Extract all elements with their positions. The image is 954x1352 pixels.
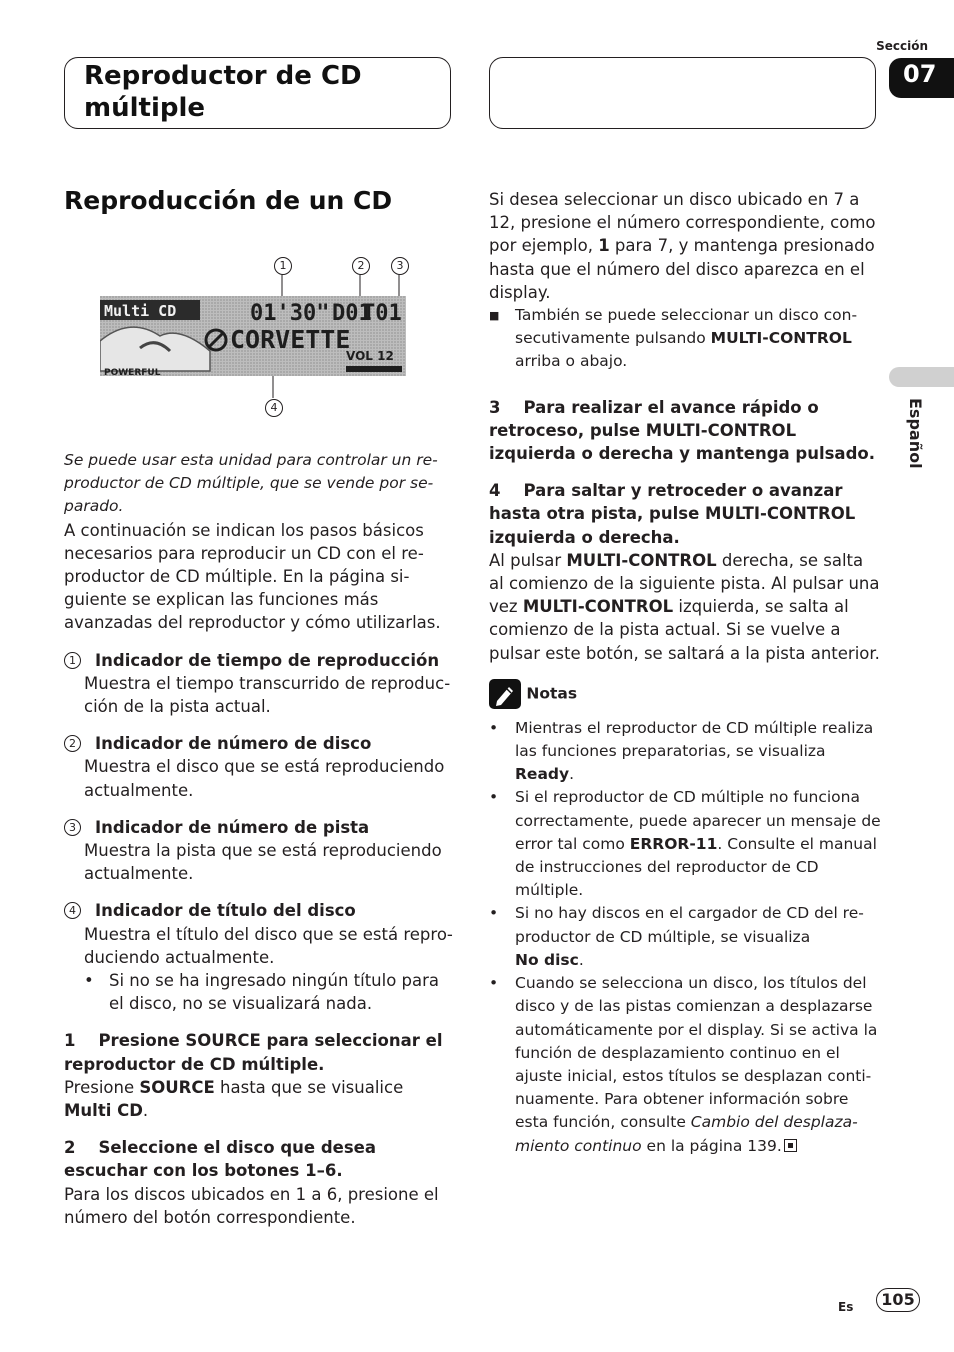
step-3-heading: 3 Para realizar el avance rápido o retroceso, pulse MULTI-CONTROL izquierda o derecha y mantenga pulsado. — [489, 397, 875, 464]
left-column — [64, 449, 456, 1229]
right-column — [489, 188, 881, 1158]
disc-7-12-text: Si desea seleccionar un disco ubicado en 7 a 12, presione el número correspondiente, como por ejemplo, 1 para 7, y mantenga presionado hasta que el número del disco aparezca en el display. — [489, 190, 876, 302]
note-2: • Si el reproductor de CD múltiple no funciona correctamente, puede aparecer un mensaje de error tal como ERROR-11. Consulte el manual de instrucciones del reproductor de CD múltiple. — [489, 788, 881, 900]
lcd-time-text: 01'30" — [250, 301, 330, 326]
note-3: • Si no hay discos en el cargador de CD del reproductor de CD múltiple, se visualiza No disc. — [489, 904, 864, 969]
item-4-number: 4 — [64, 902, 81, 919]
lcd-disc-text: D01 — [332, 301, 372, 326]
step-1-heading: 1 Presione SOURCE para seleccionar el reproductor de CD múltiple. — [64, 1031, 443, 1074]
step-2-body: Para los discos ubicados en 1 a 6, presione el número del botón correspondiente. — [64, 1184, 439, 1227]
item-1-body: Muestra el tiempo transcurrido de reproducción de la pista actual. — [84, 673, 451, 717]
lcd-brand-text: POWERFUL — [104, 368, 161, 376]
item-4-body: Muestra el título del disco que se está reproduciendo actualmente. — [84, 924, 453, 967]
step-2-heading: 2 Seleccione el disco que desea escuchar con los botones 1–6. — [64, 1138, 377, 1181]
lcd-title-text: CORVETTE — [230, 325, 351, 354]
callout-3: 3 — [391, 257, 409, 275]
page-number: 105 — [876, 1288, 920, 1312]
item-3-body: Muestra la pista que se está reproduciendo actualmente. — [84, 841, 442, 884]
item-1-number: 1 — [64, 652, 81, 669]
header-title: Reproductor de CD múltiple — [84, 61, 362, 123]
item-2-heading: 2 Indicador de número de disco — [64, 732, 456, 755]
item-4-bullet: • Si no se ha ingresado ningún título para el disco, no se visualizará nada. — [84, 971, 440, 1014]
item-4-heading: 4 Indicador de título del disco — [64, 899, 456, 922]
footer-language-code: Es — [838, 1300, 854, 1314]
note-4: • Cuando se selecciona un disco, los títulos del disco y de las pistas comienzan a desplazarse automáticamente por el display. Si se activa la función de desplazamiento continuo en el ajuste inicial, estos títulos se desplazan continuamente. Para obtener información sobre esta función, consulte Cambio del desplazamiento continuo en la página 139. — [489, 974, 878, 1155]
page-title: Reproducción de un CD — [64, 186, 393, 215]
item-1-heading: 1 Indicador de tiempo de reproducción — [64, 649, 456, 672]
item-3-number: 3 — [64, 819, 81, 836]
cd-display-illustration — [100, 296, 406, 376]
item-3-heading: 3 Indicador de número de pista — [64, 816, 456, 839]
intro-italic: Se puede usar esta unidad para controlar un reproductor de CD múltiple, que se vende por separado. — [64, 451, 438, 516]
callout-4: 4 — [265, 399, 283, 417]
item-2-number: 2 — [64, 735, 81, 752]
item-2-body: Muestra el disco que se está reproduciendo actualmente. — [84, 757, 445, 800]
step-1-body: Presione SOURCE hasta que se visualice Multi CD. — [64, 1077, 404, 1121]
lcd-track-text: T01 — [362, 301, 402, 326]
section-label: Sección — [876, 39, 928, 53]
section-number-tab: 07 — [889, 58, 954, 98]
lcd-mode-text: Multi CD — [104, 302, 177, 320]
step-4-heading: 4 Para saltar y retroceder o avanzar hasta otra pista, pulse MULTI-CONTROL izquierda o derecha. — [489, 481, 856, 547]
callout-2: 2 — [352, 257, 370, 275]
intro-text: A continuación se indican los pasos básicos necesarios para reproducir un CD con el reproductor de CD múltiple. En la página siguiente se explican las funciones más avanzadas del reproductor y cómo utilizarlas. — [64, 520, 441, 633]
note-1: • Mientras el reproductor de CD múltiple realiza las funciones preparatorias, se visualiza Ready. — [489, 718, 874, 784]
callout-1: 1 — [274, 257, 292, 275]
step-4-body: Al pulsar MULTI-CONTROL derecha, se salta al comienzo de la siguiente pista. Al pulsar una vez MULTI-CONTROL izquierda, se salta al comienzo de la pista actual. Si se vuelve a pulsar este botón, se saltará a la pista anterior. — [489, 550, 880, 663]
language-label: Español — [906, 398, 925, 469]
lcd-graphic — [100, 296, 406, 376]
end-mark-icon — [784, 1139, 797, 1152]
lcd-vol-text: VOL 12 — [346, 349, 394, 363]
pencil-icon — [489, 679, 521, 709]
notes-heading: Notas — [489, 679, 881, 709]
disc-select-bullet: ■ También se puede seleccionar un disco consecutivamente pulsando MULTI-CONTROL arriba o abajo. — [489, 306, 858, 371]
